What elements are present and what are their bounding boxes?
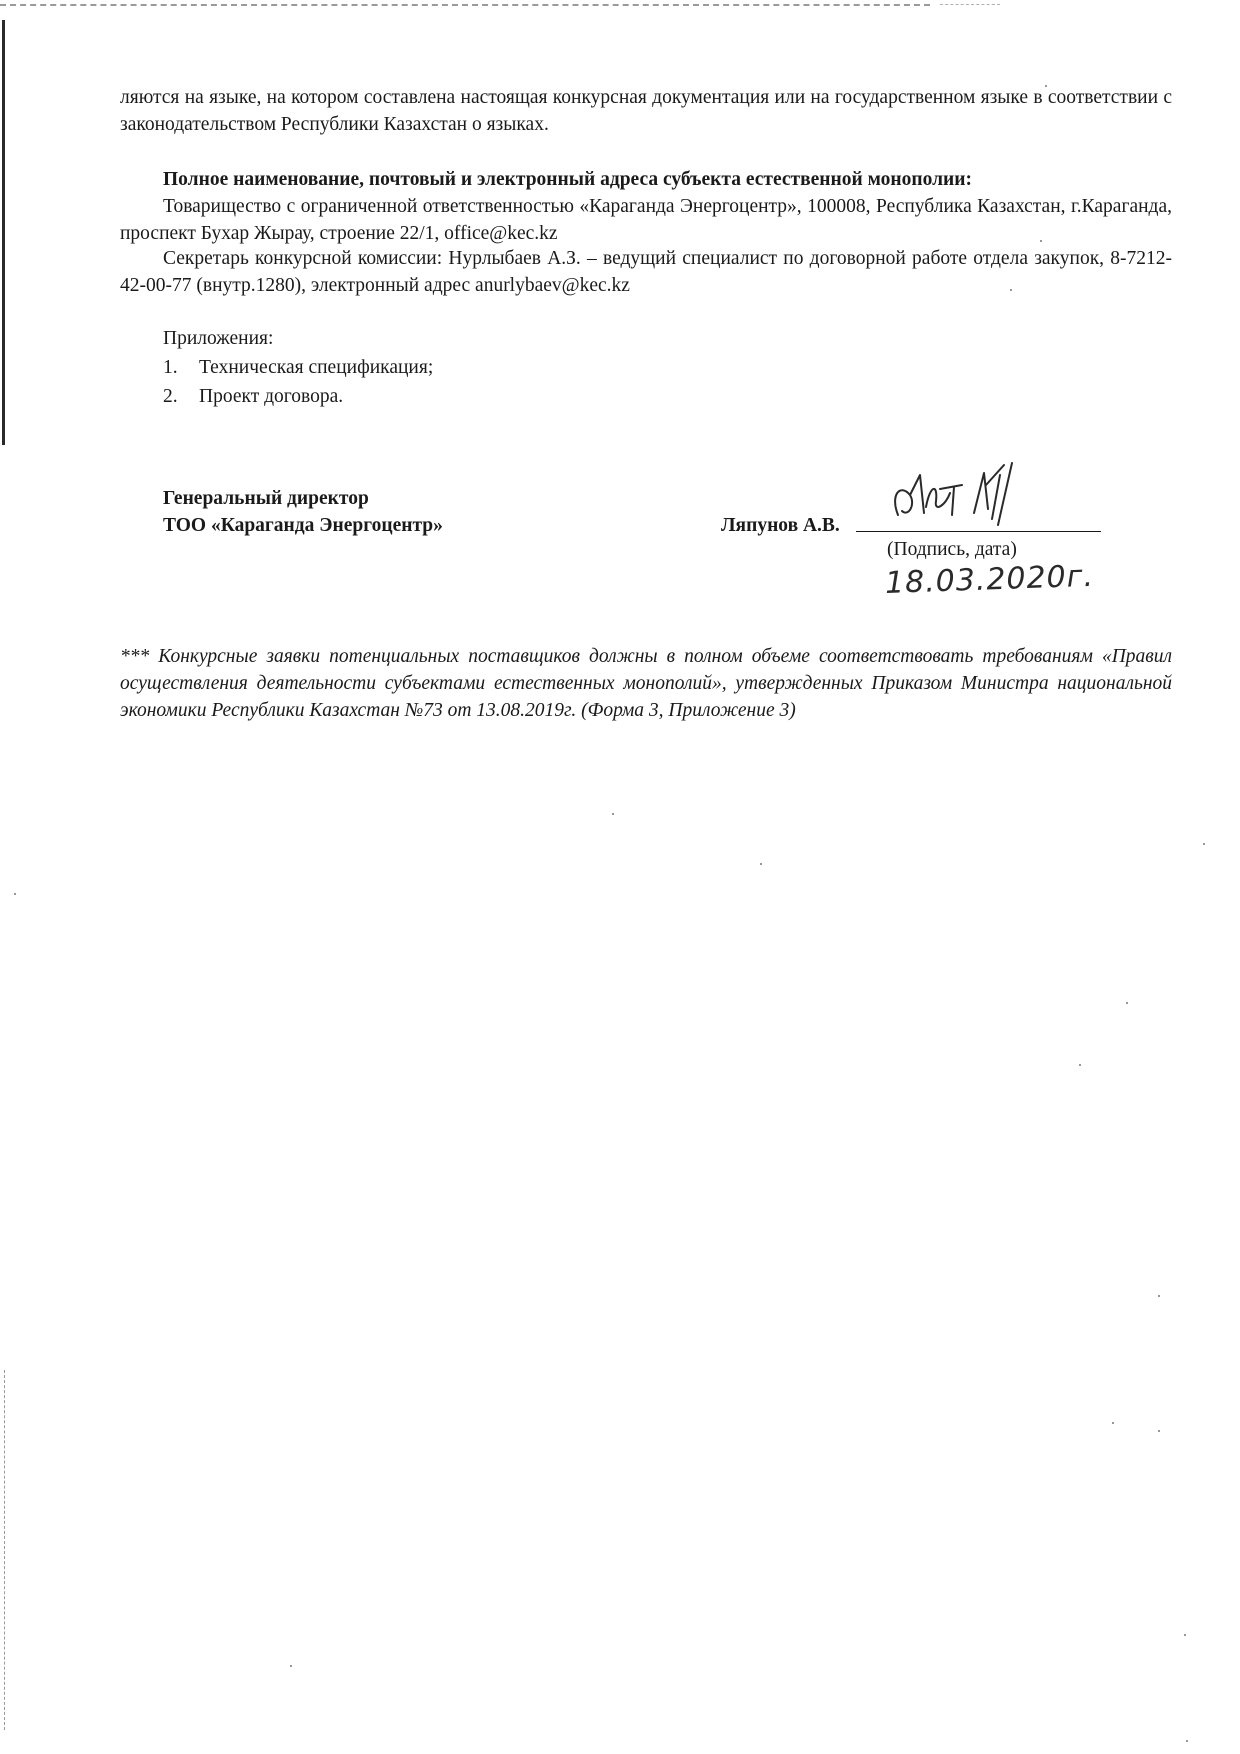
- signer-block: [163, 485, 443, 539]
- handwritten-date: 18.03.2020г.: [884, 558, 1095, 601]
- appendix-title: Приложения:: [163, 328, 274, 349]
- paragraph-language: ляются на языке, на котором составлена настоящая конкурсная документация или на государственном языке в соответствии с законодательством Республики Казахстан о языках.: [120, 87, 1172, 135]
- appendix-list: [163, 353, 433, 411]
- paragraph-company-address: Товарищество с ограниченной ответственностью «Караганда Энергоцентр», 100008, Республика Казахстан, г.Караганда, проспект Бухар Жырау, строение 22/1, office@kec.kz: [120, 196, 1172, 244]
- scan-speck: [1079, 1064, 1081, 1066]
- list-item: [163, 382, 433, 411]
- scan-speck: [1203, 843, 1205, 845]
- signer-title: Генеральный директор: [163, 488, 369, 509]
- scan-speck: [1184, 1634, 1186, 1636]
- scan-speck: [290, 1665, 292, 1667]
- scan-speck: [1112, 1422, 1114, 1424]
- signer-organization: ТОО «Караганда Энергоцентр»: [163, 515, 443, 536]
- signature-caption: (Подпись, дата): [887, 539, 1017, 560]
- scan-speck: [612, 813, 614, 815]
- list-item-number: 2.: [163, 386, 178, 407]
- scan-speck: [1010, 289, 1012, 291]
- scan-speck: [1186, 1740, 1188, 1742]
- scan-speck: [14, 893, 16, 895]
- scan-speck: [1158, 1430, 1160, 1432]
- section-heading-address: Полное наименование, почтовый и электронный адреса субъекта естественной монополии:: [163, 169, 972, 190]
- list-item-number: 1.: [163, 357, 178, 378]
- footnote: *** Конкурсные заявки потенциальных поставщиков должны в полном объеме соответствовать требованиям «Правил осуществления деятельности субъектами естественных монополий», утвержденных Приказом Министра национальной экономики Республики Казахстан №73 от 13.08.2019г. (Форма 3, Приложение 3): [120, 646, 1172, 721]
- list-item-text: Техническая спецификация;: [199, 357, 434, 378]
- scan-speck: [1126, 1002, 1128, 1004]
- scan-speck: [760, 863, 762, 865]
- scan-speck: [1040, 240, 1042, 242]
- handwritten-signature: [880, 455, 1040, 545]
- paragraph-secretary-contact: Секретарь конкурсной комиссии: Нурлыбаев А.З. – ведущий специалист по договорной работе отдела закупок, 8-7212-42-00-77 (внутр.1280), электронный адрес anurlybaev@kec.kz: [120, 248, 1172, 296]
- scan-speck: [1158, 1295, 1160, 1297]
- list-item: [163, 353, 433, 382]
- signer-name: Ляпунов А.В.: [721, 515, 840, 536]
- list-item-text: Проект договора.: [199, 386, 344, 407]
- scan-speck: [1045, 85, 1047, 87]
